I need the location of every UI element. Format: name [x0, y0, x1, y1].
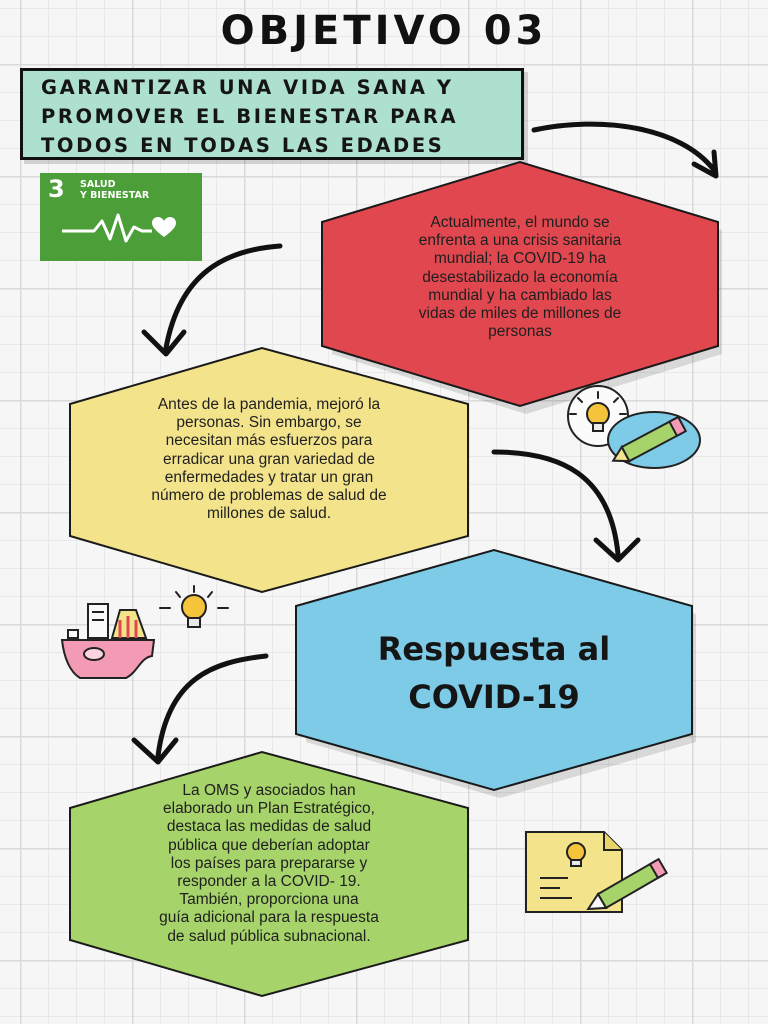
text-line: de salud pública subnacional. — [167, 927, 371, 945]
goal-statement-box — [20, 68, 524, 160]
text-line: personas. Sin embargo, se — [176, 414, 362, 432]
text-line: los países para prepararse y — [170, 854, 368, 872]
sdg-number: 3 — [48, 175, 65, 203]
text-line: vidas de miles de millones de — [418, 305, 622, 323]
idea-document-pencil-icon — [524, 830, 678, 914]
curved-arrow-icon — [136, 238, 286, 362]
text-line: millones de salud. — [206, 505, 332, 523]
response-title-line: COVID-19 — [408, 678, 580, 716]
text-line: responder a la COVID- 19. — [177, 873, 361, 891]
text-line: pública que deberían adoptar — [168, 836, 370, 854]
sdg-label-line: Y BIENESTAR — [80, 190, 150, 201]
response-title-line: Respuesta al — [377, 630, 611, 668]
text-line: También, proporciona una — [179, 891, 359, 909]
text-line: elaborado un Plan Estratégico, — [163, 800, 375, 818]
goal-line: TODOS EN TODAS LAS EDADES — [41, 134, 445, 157]
sdg-label — [80, 179, 149, 201]
hexagon-who-plan — [66, 750, 472, 998]
text-line: guía adicional para la respuesta — [159, 909, 379, 927]
page-title: OBJETIVO 03 — [220, 8, 548, 54]
text-line: necesitan más esfuerzos para — [165, 432, 373, 450]
text-line: desestabilizado la economía — [422, 268, 618, 286]
text-line: La OMS y asociados han — [182, 782, 356, 799]
text-line: enfermedades y tratar un gran — [164, 468, 374, 486]
text-line: mundial; la COVID-19 ha — [433, 250, 607, 268]
text-line: Actualmente, el mundo se — [430, 214, 610, 231]
text-line: destaca las medidas de salud — [166, 818, 372, 836]
goal-line: PROMOVER EL BIENESTAR PARA — [41, 105, 459, 128]
text-line: personas — [488, 323, 552, 341]
goal-line: GARANTIZAR UNA VIDA SANA Y — [41, 76, 454, 99]
text-line: enfrenta a una crisis sanitaria — [418, 232, 622, 250]
text-line: Antes de la pandemia, mejoró la — [157, 396, 381, 413]
text-line: número de problemas de salud de — [151, 487, 387, 505]
lightbulb-icon — [156, 586, 232, 632]
text-line: mundial y ha cambiado las — [428, 286, 612, 304]
sdg-label-line: SALUD — [80, 179, 116, 190]
text-line: erradicar una gran variedad de — [163, 450, 375, 468]
